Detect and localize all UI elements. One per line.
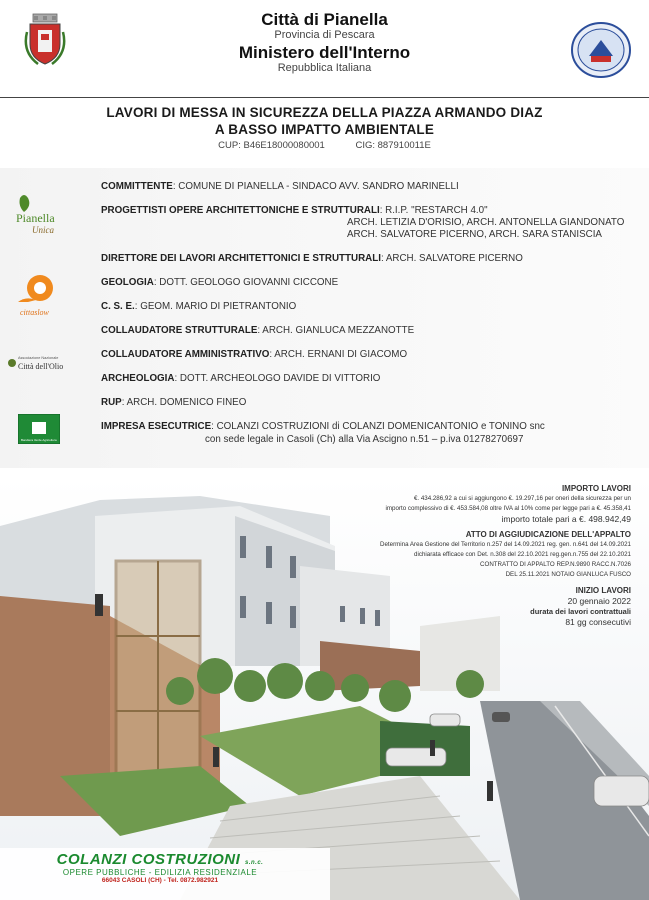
credit-label: ARCHEOLOGIA	[101, 373, 175, 384]
credit-value: : GEOM. MARIO DI PIETRANTONIO	[134, 301, 297, 312]
credit-value: : ARCH. SALVATORE PICERNO	[380, 253, 523, 264]
credit-progettisti	[101, 205, 488, 216]
city-name: Città di Pianella	[261, 10, 388, 29]
project-codes	[0, 140, 649, 151]
credit-value: : ARCH. ERNANI DI GIACOMO	[269, 349, 408, 360]
credit-label: COLLAUDATORE AMMINISTRATIVO	[101, 349, 270, 360]
company-contact: 66043 CASOLI (CH) - Tel. 0872.982921	[101, 877, 219, 884]
republic: Repubblica Italiana	[277, 62, 372, 74]
company-name-text: COLANZI COSTRUZIONI	[56, 851, 241, 868]
unica-logo-text: Unica	[32, 225, 54, 235]
durata-title: durata dei lavori contrattuali	[530, 607, 631, 616]
credit-label: IMPRESA ESECUTRICE	[101, 421, 212, 432]
project-title-line2: A BASSO IMPATTO AMBIENTALE	[214, 122, 435, 137]
bandiera-text: Bandiera Verde Agricoltura	[21, 438, 57, 442]
olio-text: Città dell'Olio	[18, 362, 64, 371]
credit-label: COMMITTENTE	[101, 181, 173, 192]
ministry-seal	[571, 22, 631, 78]
company-name	[0, 851, 320, 868]
credit-label: COLLAUDATORE STRUTTURALE	[101, 325, 258, 336]
credit-value: : ARCH. GIANLUCA MEZZANOTTE	[257, 325, 415, 336]
citta-olio-logo	[6, 352, 76, 374]
credit-collaudatore-amministrativo	[101, 349, 407, 360]
title-block	[0, 104, 649, 151]
credit-impresa-2: con sede legale in Casoli (Ch) alla Via Ascigno n.51 – p.iva 01278270697	[205, 434, 524, 445]
cittaslow-text: cittaslow	[20, 308, 49, 317]
credit-label: RUP	[101, 397, 122, 408]
credit-value: : COLANZI COSTRUZIONI di COLANZI DOMENICANTONIO e TONINO snc	[211, 421, 545, 432]
project-title-line1: LAVORI DI MESSA IN SICUREZZA DELLA PIAZZA ARMANDO DIAZ	[106, 105, 543, 120]
durata-value: 81 gg consecutivi	[565, 617, 631, 627]
importo-line2: importo complessivo di €. 453.584,08 oltre IVA al 10% come per legge pari a €. 45.358,41	[385, 505, 631, 512]
importo-totale: importo totale pari a €. 498.942,49	[501, 514, 631, 524]
atto-line2: dichiarata efficace con Det. n.308 del 22.10.2021 reg.gen.n.755 del 22.10.2021	[414, 551, 631, 558]
bandiera-verde-logo	[18, 414, 60, 444]
credit-label: DIRETTORE DEI LAVORI ARCHITETTONICI E STRUTTURALI	[101, 253, 381, 264]
credit-value: : COMUNE DI PIANELLA - SINDACO AVV. SANDRO MARINELLI	[172, 181, 459, 192]
credit-value: : ARCH. DOMENICO FINEO	[121, 397, 247, 408]
credit-direttore	[101, 253, 523, 264]
credit-impresa	[101, 421, 545, 432]
inizio-title: INIZIO LAVORI	[575, 586, 631, 595]
credit-rup	[101, 397, 246, 408]
company-services: OPERE PUBBLICHE - EDILIZIA RESIDENZIALE	[62, 868, 258, 877]
credit-progettisti-2: ARCH. LETIZIA D'ORISIO, ARCH. ANTONELLA GIANDONATO	[347, 217, 625, 228]
company-logo	[0, 851, 320, 884]
cittaslow-logo	[14, 272, 62, 318]
credit-progettisti-3: ARCH. SALVATORE PICERNO, ARCH. SARA STANISCIA	[347, 229, 602, 240]
contract-info	[331, 478, 631, 627]
credit-cse	[101, 301, 296, 312]
credit-label: PROGETTISTI OPERE ARCHITETTONICHE E STRUTTURALI	[101, 205, 380, 216]
cup-code: CUP: B46E18000080001	[218, 140, 325, 151]
pianella-unica-logo	[14, 192, 68, 236]
atto-line1: Determina Area Gestione del Territorio n.257 del 14.09.2021 reg. gen. n.641 del 14.09.2021	[380, 541, 631, 548]
header-divider	[0, 97, 649, 98]
olio-small-text: Associazione Nazionale	[18, 356, 59, 360]
importo-line1: €. 434.286,92 a cui si aggiungono €. 19.297,16 per oneri della sicurezza per un	[413, 495, 631, 502]
atto-line4: DEL 25.11.2021 NOTAIO GIANLUCA FUSCO	[505, 571, 631, 578]
atto-title: ATTO DI AGGIUDICAZIONE DELL'APPALTO	[465, 530, 631, 539]
company-suffix: s.n.c.	[244, 860, 264, 866]
credit-archeologia	[101, 373, 380, 384]
credit-label: GEOLOGIA	[101, 277, 154, 288]
atto-line3: CONTRATTO DI APPALTO REP.N.9890 RACC.N.7026	[480, 561, 631, 568]
credit-value: : DOTT. ARCHEOLOGO DAVIDE DI VITTORIO	[174, 373, 381, 384]
header	[0, 0, 649, 96]
credit-value: : DOTT. GEOLOGO GIOVANNI CICCONE	[153, 277, 339, 288]
credit-geologia	[101, 277, 338, 288]
pianella-logo-text: Pianella	[16, 211, 55, 225]
province: Provincia di Pescara	[274, 29, 375, 41]
importo-title: IMPORTO LAVORI	[561, 484, 631, 493]
credit-value: : R.I.P. "RESTARCH 4.0"	[379, 205, 488, 216]
ministry-name: Ministero dell'Interno	[238, 43, 411, 62]
credit-collaudatore-strutturale	[101, 325, 414, 336]
credit-committente	[101, 181, 459, 192]
cig-code: CIG: 887910011E	[355, 140, 431, 151]
credit-label: C. S. E.	[101, 301, 135, 312]
inizio-date: 20 gennaio 2022	[567, 596, 631, 606]
